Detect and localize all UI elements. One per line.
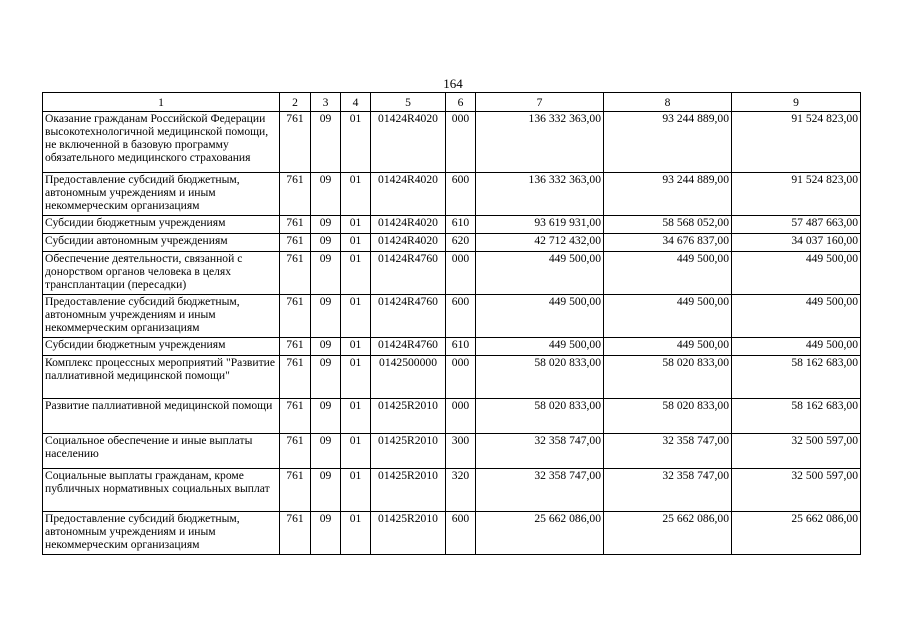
row-name-cell: Обеспечение деятельности, связанной с донорством органов человека в целях трансплантации (пересадки): [43, 252, 280, 295]
code-cell: 761: [280, 399, 311, 434]
amount-cell: 449 500,00: [732, 295, 861, 338]
amount-cell: 34 676 837,00: [604, 234, 732, 252]
column-header: 5: [371, 93, 446, 112]
code-cell: 01424R4760: [371, 252, 446, 295]
code-cell: 0142500000: [371, 356, 446, 399]
code-cell: 01: [341, 173, 371, 216]
page-number: 164: [443, 76, 463, 91]
amount-cell: 449 500,00: [604, 295, 732, 338]
amount-cell: 32 500 597,00: [732, 469, 861, 512]
code-cell: 01: [341, 434, 371, 469]
amount-cell: 25 662 086,00: [604, 512, 732, 555]
code-cell: 761: [280, 216, 311, 234]
code-cell: 761: [280, 469, 311, 512]
row-name-cell: Предоставление субсидий бюджетным, автономным учреждениям и иным некоммерческим организациям: [43, 173, 280, 216]
row-name-cell: Социальные выплаты гражданам, кроме публичных нормативных социальных выплат: [43, 469, 280, 512]
amount-cell: 449 500,00: [476, 338, 604, 356]
code-cell: 01424R4760: [371, 295, 446, 338]
code-cell: 01425R2010: [371, 469, 446, 512]
amount-cell: 58 162 683,00: [732, 356, 861, 399]
code-cell: 01: [341, 112, 371, 173]
code-cell: 01424R4020: [371, 216, 446, 234]
row-name-cell: Предоставление субсидий бюджетным, автономным учреждениям и иным некоммерческим организациям: [43, 295, 280, 338]
header-row: [43, 93, 861, 112]
amount-cell: 42 712 432,00: [476, 234, 604, 252]
amount-cell: 58 020 833,00: [476, 399, 604, 434]
table-row: [43, 338, 861, 356]
code-cell: 01: [341, 216, 371, 234]
code-cell: 000: [446, 112, 476, 173]
code-cell: 610: [446, 216, 476, 234]
code-cell: 761: [280, 356, 311, 399]
column-header: 6: [446, 93, 476, 112]
code-cell: 09: [311, 399, 341, 434]
code-cell: 761: [280, 112, 311, 173]
amount-cell: 32 358 747,00: [476, 434, 604, 469]
code-cell: 610: [446, 338, 476, 356]
table-row: [43, 173, 861, 216]
code-cell: 01: [341, 399, 371, 434]
code-cell: 000: [446, 252, 476, 295]
code-cell: 600: [446, 173, 476, 216]
amount-cell: 449 500,00: [604, 252, 732, 295]
code-cell: 09: [311, 338, 341, 356]
amount-cell: 93 244 889,00: [604, 112, 732, 173]
code-cell: 01: [341, 356, 371, 399]
table-row: [43, 252, 861, 295]
column-header: 2: [280, 93, 311, 112]
amount-cell: 136 332 363,00: [476, 173, 604, 216]
code-cell: 01: [341, 469, 371, 512]
amount-cell: 93 619 931,00: [476, 216, 604, 234]
row-name-cell: Предоставление субсидий бюджетным, автономным учреждениям и иным некоммерческим организациям: [43, 512, 280, 555]
amount-cell: 32 358 747,00: [604, 469, 732, 512]
code-cell: 09: [311, 469, 341, 512]
column-header: 8: [604, 93, 732, 112]
row-name-cell: Субсидии бюджетным учреждениям: [43, 338, 280, 356]
amount-cell: 25 662 086,00: [732, 512, 861, 555]
amount-cell: 91 524 823,00: [732, 112, 861, 173]
table-body: [43, 112, 861, 555]
table-row: [43, 112, 861, 173]
budget-table: [42, 92, 861, 555]
table-row: [43, 295, 861, 338]
column-header: 1: [43, 93, 280, 112]
code-cell: 761: [280, 512, 311, 555]
amount-cell: 449 500,00: [476, 252, 604, 295]
table-row: [43, 434, 861, 469]
code-cell: 09: [311, 112, 341, 173]
code-cell: 761: [280, 252, 311, 295]
amount-cell: 32 358 747,00: [604, 434, 732, 469]
code-cell: 620: [446, 234, 476, 252]
code-cell: 761: [280, 234, 311, 252]
row-name-cell: Субсидии бюджетным учреждениям: [43, 216, 280, 234]
code-cell: 761: [280, 434, 311, 469]
code-cell: 01: [341, 338, 371, 356]
code-cell: 01: [341, 252, 371, 295]
code-cell: 01: [341, 512, 371, 555]
code-cell: 01: [341, 234, 371, 252]
code-cell: 320: [446, 469, 476, 512]
code-cell: 09: [311, 512, 341, 555]
amount-cell: 136 332 363,00: [476, 112, 604, 173]
code-cell: 000: [446, 399, 476, 434]
code-cell: 01425R2010: [371, 399, 446, 434]
amount-cell: 449 500,00: [476, 295, 604, 338]
amount-cell: 58 020 833,00: [604, 356, 732, 399]
code-cell: 09: [311, 356, 341, 399]
row-name-cell: Оказание гражданам Российской Федерации высокотехнологичной медицинской помощи, не включенной в базовую программу обязательного медицинского страхования: [43, 112, 280, 173]
row-name-cell: Субсидии автономным учреждениям: [43, 234, 280, 252]
table-row: [43, 399, 861, 434]
amount-cell: 58 162 683,00: [732, 399, 861, 434]
amount-cell: 32 358 747,00: [476, 469, 604, 512]
code-cell: 01424R4020: [371, 112, 446, 173]
row-name-cell: Комплекс процессных мероприятий "Развитие паллиативной медицинской помощи": [43, 356, 280, 399]
table-row: [43, 216, 861, 234]
amount-cell: 449 500,00: [732, 252, 861, 295]
code-cell: 761: [280, 338, 311, 356]
code-cell: 600: [446, 295, 476, 338]
code-cell: 09: [311, 173, 341, 216]
table-row: [43, 469, 861, 512]
code-cell: 09: [311, 434, 341, 469]
code-cell: 761: [280, 295, 311, 338]
amount-cell: 449 500,00: [732, 338, 861, 356]
code-cell: 600: [446, 512, 476, 555]
code-cell: 300: [446, 434, 476, 469]
column-header: 3: [311, 93, 341, 112]
code-cell: 01425R2010: [371, 434, 446, 469]
row-name-cell: Социальное обеспечение и иные выплаты населению: [43, 434, 280, 469]
amount-cell: 57 487 663,00: [732, 216, 861, 234]
code-cell: 09: [311, 252, 341, 295]
code-cell: 09: [311, 234, 341, 252]
code-cell: 01424R4020: [371, 234, 446, 252]
amount-cell: 449 500,00: [604, 338, 732, 356]
amount-cell: 58 568 052,00: [604, 216, 732, 234]
row-name-cell: Развитие паллиативной медицинской помощи: [43, 399, 280, 434]
code-cell: 09: [311, 295, 341, 338]
column-header: 7: [476, 93, 604, 112]
code-cell: 01: [341, 295, 371, 338]
amount-cell: 25 662 086,00: [476, 512, 604, 555]
amount-cell: 58 020 833,00: [476, 356, 604, 399]
code-cell: 000: [446, 356, 476, 399]
code-cell: 01424R4020: [371, 173, 446, 216]
table-row: [43, 356, 861, 399]
code-cell: 01425R2010: [371, 512, 446, 555]
amount-cell: 93 244 889,00: [604, 173, 732, 216]
amount-cell: 34 037 160,00: [732, 234, 861, 252]
column-header: 9: [732, 93, 861, 112]
column-header: 4: [341, 93, 371, 112]
amount-cell: 58 020 833,00: [604, 399, 732, 434]
code-cell: 01424R4760: [371, 338, 446, 356]
table-row: [43, 234, 861, 252]
code-cell: 761: [280, 173, 311, 216]
amount-cell: 32 500 597,00: [732, 434, 861, 469]
table-row: [43, 512, 861, 555]
code-cell: 09: [311, 216, 341, 234]
amount-cell: 91 524 823,00: [732, 173, 861, 216]
